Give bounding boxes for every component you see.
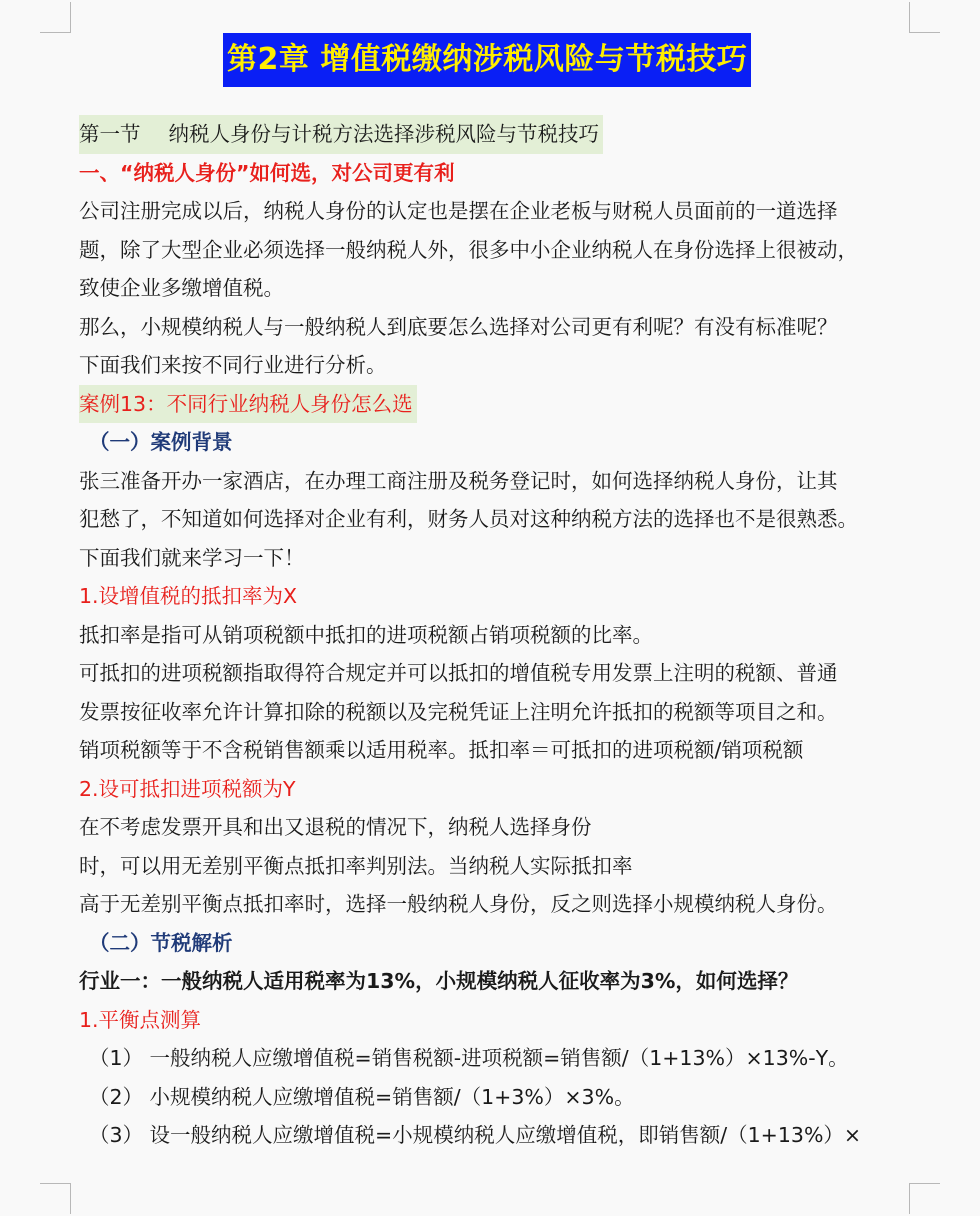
intro-line: 公司注册完成以后，纳税人身份的认定也是摆在企业老板与财税人员面前的一道选择 bbox=[79, 199, 838, 223]
point-2-line: 高于无差别平衡点抵扣率时，选择一般纳税人身份，反之则选择小规模纳税人身份。 bbox=[79, 892, 838, 916]
section-heading bbox=[79, 115, 603, 154]
intro-line: 下面我们来按不同行业进行分析。 bbox=[79, 353, 387, 377]
point-2-heading: 2.设可抵扣进项税额为Y bbox=[79, 776, 296, 801]
point-1-heading: 1.设增值税的抵扣率为X bbox=[79, 584, 298, 608]
industry-1-question: 行业一：一般纳税人适用税率为13%，小规模纳税人征收率为3%，如何选择？ bbox=[79, 969, 799, 993]
crop-mark-top-right bbox=[909, 2, 940, 33]
crop-mark-bottom-left bbox=[40, 1183, 71, 1214]
formula-line: （2） 小规模纳税人应缴增值税=销售额/（1+3%）×3%。 bbox=[89, 1084, 635, 1109]
balance-point-heading: 1.平衡点测算 bbox=[79, 1007, 202, 1032]
crop-mark-bottom-right bbox=[909, 1183, 940, 1214]
intro-line: 题，除了大型企业必须选择一般纳税人外，很多中小企业纳税人在身份选择上很被动， bbox=[79, 237, 858, 262]
background-line: 张三准备开办一家酒店，在办理工商注册及税务登记时，如何选择纳税人身份，让其 bbox=[79, 468, 838, 493]
point-2-line: 时，可以用无差别平衡点抵扣率判别法。当纳税人实际抵扣率 bbox=[79, 853, 633, 878]
formula-line: （3） 设一般纳税人应缴增值税=小规模纳税人应缴增值税，即销售额/（1+13%）× bbox=[89, 1123, 862, 1147]
case-title: 案例13：不同行业纳税人身份怎么选 bbox=[79, 385, 417, 424]
point-2-line: 在不考虑发票开具和出又退税的情况下，纳税人选择身份 bbox=[79, 815, 592, 839]
background-line: 下面我们就来学习一下！ bbox=[79, 545, 305, 570]
heading-1: 一、“纳税人身份”如何选，对公司更有利 bbox=[79, 160, 455, 185]
section-title: 纳税人身份与计税方法选择涉税风险与节税技巧 bbox=[168, 122, 599, 146]
formula-line: （1） 一般纳税人应缴增值税=销售税额-进项税额=销售额/（1+13%）×13%-Y。 bbox=[89, 1046, 849, 1070]
background-line: 犯愁了，不知道如何选择对企业有利，财务人员对这种纳税方法的选择也不是很熟悉。 bbox=[79, 507, 858, 531]
subheading-analysis: （二）节税解析 bbox=[89, 930, 233, 955]
point-1-line: 可抵扣的进项税额指取得符合规定并可以抵扣的增值税专用发票上注明的税额、普通 bbox=[79, 661, 838, 685]
subheading-background: （一）案例背景 bbox=[89, 430, 233, 454]
chapter-title: 第2章 增值税缴纳涉税风险与节税技巧 bbox=[223, 33, 751, 87]
point-1-line: 销项税额等于不含税销售额乘以适用税率。抵扣率＝可抵扣的进项税额/销项税额 bbox=[79, 738, 804, 762]
point-1-line: 发票按征收率允许计算扣除的税额以及完税凭证上注明允许抵扣的税额等项目之和。 bbox=[79, 699, 838, 724]
section-number: 第一节 bbox=[79, 122, 141, 146]
document-page bbox=[79, 33, 919, 1155]
point-1-line: 抵扣率是指可从销项税额中抵扣的进项税额占销项税额的比率。 bbox=[79, 622, 653, 647]
intro-line: 致使企业多缴增值税。 bbox=[79, 276, 284, 300]
intro-line: 那么，小规模纳税人与一般纳税人到底要怎么选择对公司更有利呢？有没有标准呢？ bbox=[79, 314, 838, 339]
crop-mark-top-left bbox=[40, 2, 71, 33]
